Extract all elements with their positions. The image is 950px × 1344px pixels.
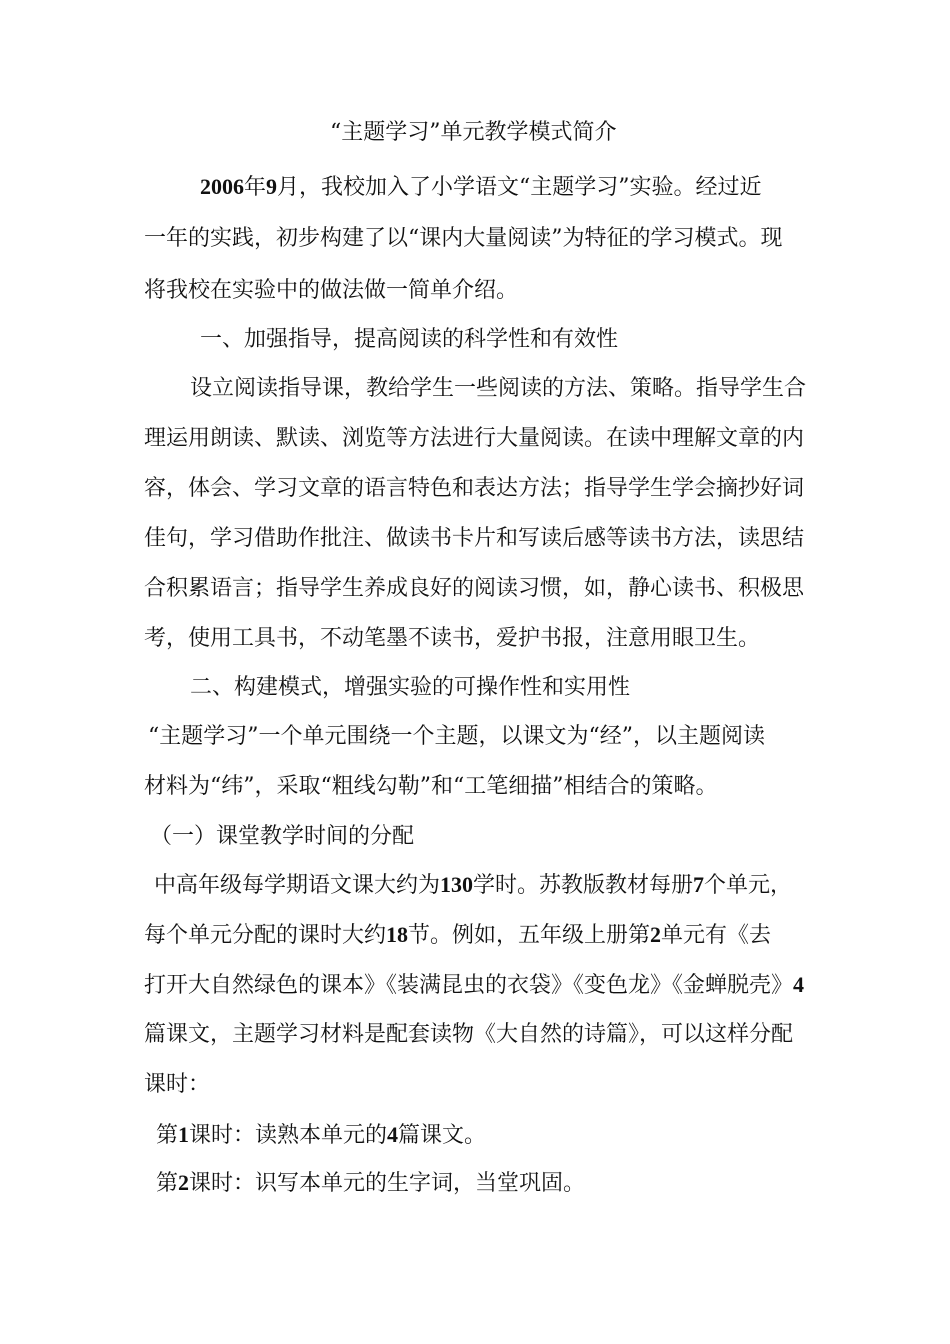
number: 2 <box>178 1170 190 1195</box>
period-item <box>156 1168 585 1199</box>
subsection1-line <box>144 970 804 1001</box>
text: 学时。苏教版教材每册 <box>473 873 694 898</box>
section2-line: “主题学习”一个单元围绕一个主题，以课文为“经”，以主题阅读 <box>148 724 765 749</box>
section1-line: 考，使用工具书，不动笔墨不读书，爱护书报，注意用眼卫生。 <box>144 626 761 651</box>
section1-line: 容，体会、学习文章的语言特色和表达方法；指导学生学会摘抄好词 <box>144 476 805 501</box>
text: 课时：读熟本单元的 <box>189 1123 388 1148</box>
number: 7 <box>693 872 705 897</box>
text: 打开大自然绿色的课本》《装满昆虫的衣袋》《变色龙》《金蝉脱壳》 <box>144 973 794 998</box>
intro-text: 年 <box>244 175 267 200</box>
text: 第 <box>156 1171 179 1196</box>
section1-line: 佳句，学习借助作批注、做读书卡片和写读后感等读书方法，读思结 <box>144 526 805 551</box>
text: 第 <box>156 1123 179 1148</box>
section1-line: 理运用朗读、默读、浏览等方法进行大量阅读。在读中理解文章的内 <box>144 426 805 451</box>
section2-heading: 二、构建模式，增强实验的可操作性和实用性 <box>190 675 631 700</box>
subsection1-line: 课时： <box>144 1072 211 1097</box>
text: 节。例如，五年级上册第 <box>408 923 651 948</box>
subsection1-line <box>144 920 771 951</box>
number: 18 <box>386 922 409 947</box>
period-item <box>156 1120 486 1151</box>
section1-heading: 一、加强指导，提高阅读的科学性和有效性 <box>200 327 619 352</box>
month-number: 9 <box>266 174 278 199</box>
number: 4 <box>793 972 805 997</box>
text: 篇课文。 <box>398 1123 487 1148</box>
text: 单元有《去 <box>661 923 772 948</box>
text: 中高年级每学期语文课大约为 <box>154 873 441 898</box>
text: 课时：识写本单元的生字词，当堂巩固。 <box>189 1171 586 1196</box>
text: 个单元， <box>704 873 793 898</box>
subsection1-line <box>154 870 792 901</box>
section1-line: 合积累语言；指导学生养成良好的阅读习惯，如，静心读书、积极思 <box>144 576 805 601</box>
document-title: “主题学习”单元教学模式简介 <box>330 120 617 145</box>
subsection1-line: 篇课文，主题学习材料是配套读物《大自然的诗篇》，可以这样分配 <box>144 1022 794 1047</box>
number: 4 <box>387 1122 399 1147</box>
section2-line: 材料为“纬”，采取“粗线勾勒”和“工笔细描”相结合的策略。 <box>144 774 718 799</box>
intro-line-1 <box>200 172 762 203</box>
intro-line-2: 一年的实践，初步构建了以“课内大量阅读”为特征的学习模式。现 <box>144 226 783 251</box>
number: 1 <box>178 1122 190 1147</box>
intro-text: 月，我校加入了小学语文“主题学习”实验。经过近 <box>277 175 762 200</box>
year-number: 2006 <box>200 174 244 199</box>
subsection1-heading: （一）课堂教学时间的分配 <box>150 824 415 849</box>
section1-line: 设立阅读指导课，教给学生一些阅读的方法、策略。指导学生合 <box>190 376 807 401</box>
intro-line-3: 将我校在实验中的做法做一简单介绍。 <box>144 278 519 303</box>
text: 每个单元分配的课时大约 <box>144 923 387 948</box>
number: 2 <box>650 922 662 947</box>
number: 130 <box>440 872 474 897</box>
